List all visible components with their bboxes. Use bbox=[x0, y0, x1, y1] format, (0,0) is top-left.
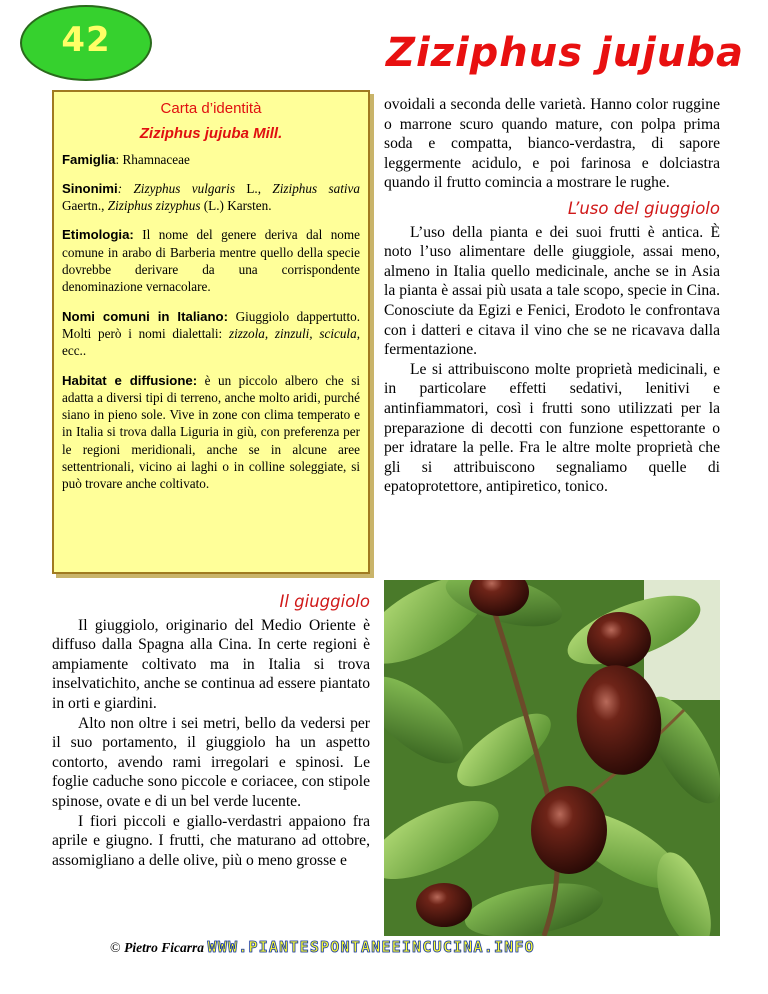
sinonimi-part-3: Ziziphus sativa bbox=[272, 180, 360, 196]
sinonimi-label: Sinonimi bbox=[62, 180, 118, 196]
card-etimologia bbox=[62, 226, 360, 295]
page-title: Ziziphus jujuba bbox=[385, 30, 744, 76]
nomi-text: Giuggiolo dappertutto. Molti però i nomi dialettali: bbox=[62, 308, 361, 341]
right-paragraph-1: L’uso della pianta e dei suoi frutti è antica. È noto l’uso alimentare delle giuggiole, assai meno, almeno in Italia quello medicinale, anche se in Asia la pianta è assai più usata a tale scopo, specie in Cina. Conosciute da Egizi e Fenici, Erodoto le confrontava con i datteri e citava il vino che se ne ricavava dalla fermentazione. bbox=[384, 223, 720, 359]
jujube-photo-illustration bbox=[384, 580, 720, 936]
etimologia-label: Etimologia: bbox=[62, 227, 134, 243]
nomi-label: Nomi comuni in Italiano: bbox=[62, 308, 228, 324]
card-title: Carta d’identità bbox=[160, 100, 262, 117]
etimologia-text: Il nome del genere deriva dal nome comune in arabo di Barberia mentre quello della specie dovrebbe derivare da una corrispondente denominazione vernacolare. bbox=[62, 227, 360, 295]
left-paragraph-3: I fiori piccoli e giallo-verdastri appaiono fra aprile e giugno. I frutti, che maturano ad ottobre, assomigliano a delle olive, più o meno grosse e bbox=[52, 812, 370, 869]
right-column bbox=[384, 95, 720, 497]
habitat-text: è un piccolo albero che si adatta a diversi tipi di terreno, anche molto aridi, purché siano in pieno sole. Vive in zone con clima temperato e in Italia si trova dalla Liguria in giù, con preferenza per le regioni meridionali, anche se in alcune aree settentrionali, vicino ai laghi o in colline soleggiate, si può trovare anche coltivato. bbox=[62, 372, 360, 492]
sinonimi-part-6: (L.) Karsten. bbox=[200, 198, 272, 214]
left-column bbox=[52, 586, 370, 870]
page-number: 42 bbox=[61, 20, 111, 60]
sinonimi-part-2: L., bbox=[234, 180, 273, 196]
page-footer bbox=[110, 938, 535, 957]
copyright-symbol: © bbox=[110, 941, 125, 956]
habitat-label: Habitat e diffusione: bbox=[62, 372, 198, 388]
jujube-fruit-photo bbox=[384, 580, 720, 936]
nomi-end: , ecc.. bbox=[62, 325, 360, 359]
nomi-italic: zizzola, zinzuli, scicula bbox=[228, 325, 357, 341]
famiglia-label: Famiglia bbox=[62, 151, 116, 167]
left-paragraph-2: Alto non oltre i sei metri, bello da vedersi per il suo portamento, il giuggiolo ha un aspetto contorto, avendo rami irregolari e spinosi. Le foglie caduche sono piccole e coriacee, con stipole spinose, ovate e di un bel verde lucente. bbox=[52, 714, 370, 810]
left-paragraph-1: Il giuggiolo, originario del Medio Oriente è diffuso dalla Spagna alla Cina. In certe regioni è ampiamente coltivato ma in Italia si trova inselvatichito, anche se continua ad essere piantato in orti e giardini. bbox=[52, 616, 370, 712]
right-paragraph-2: Le si attribuiscono molte proprietà medicinali, e in particolare effetti sedativi, lenitivi e antinfiammatori, così i frutti sono utilizzati per la preparazione di decotti con funzione espettorante o per idratare la pelle. Fra le altre molte proprietà che gli si attribuiscono segnaliamo quelle di epatoprotettore, antipiretico, tonico. bbox=[384, 360, 720, 496]
sinonimi-part-4: Gaertn., bbox=[62, 198, 108, 214]
card-sinonimi bbox=[62, 180, 360, 215]
sinonimi-part-5: Ziziphus zizyphus bbox=[107, 198, 201, 214]
card-famiglia bbox=[62, 151, 360, 168]
page-number-badge bbox=[20, 5, 152, 81]
card-habitat bbox=[62, 372, 360, 493]
identity-card bbox=[52, 90, 370, 574]
famiglia-value: : Rhamnaceae bbox=[115, 151, 190, 167]
right-paragraph-0: ovoidali a seconda delle varietà. Hanno color ruggine o marrone scuro quando mature, con polpa prima soda e compatta, bianco-verdastra, di sapore leggermente acidulo, e poi farinosa e dolciastra quando il frutto comincia a mostrare le rughe. bbox=[384, 96, 720, 192]
website-link[interactable]: WWW.PIANTESPONTANEEINCUCINA.INFO bbox=[207, 938, 535, 956]
heading-uso-del-giuggiolo: L’uso del giuggiolo bbox=[567, 198, 720, 218]
sinonimi-part-1: : Zizyphus vulgaris bbox=[117, 180, 235, 196]
heading-il-giuggiolo: Il giuggiolo bbox=[279, 592, 370, 611]
card-subtitle: Ziziphus jujuba Mill. bbox=[139, 125, 283, 143]
card-nomi bbox=[62, 308, 360, 360]
author-name: Pietro Ficarra bbox=[124, 940, 205, 955]
